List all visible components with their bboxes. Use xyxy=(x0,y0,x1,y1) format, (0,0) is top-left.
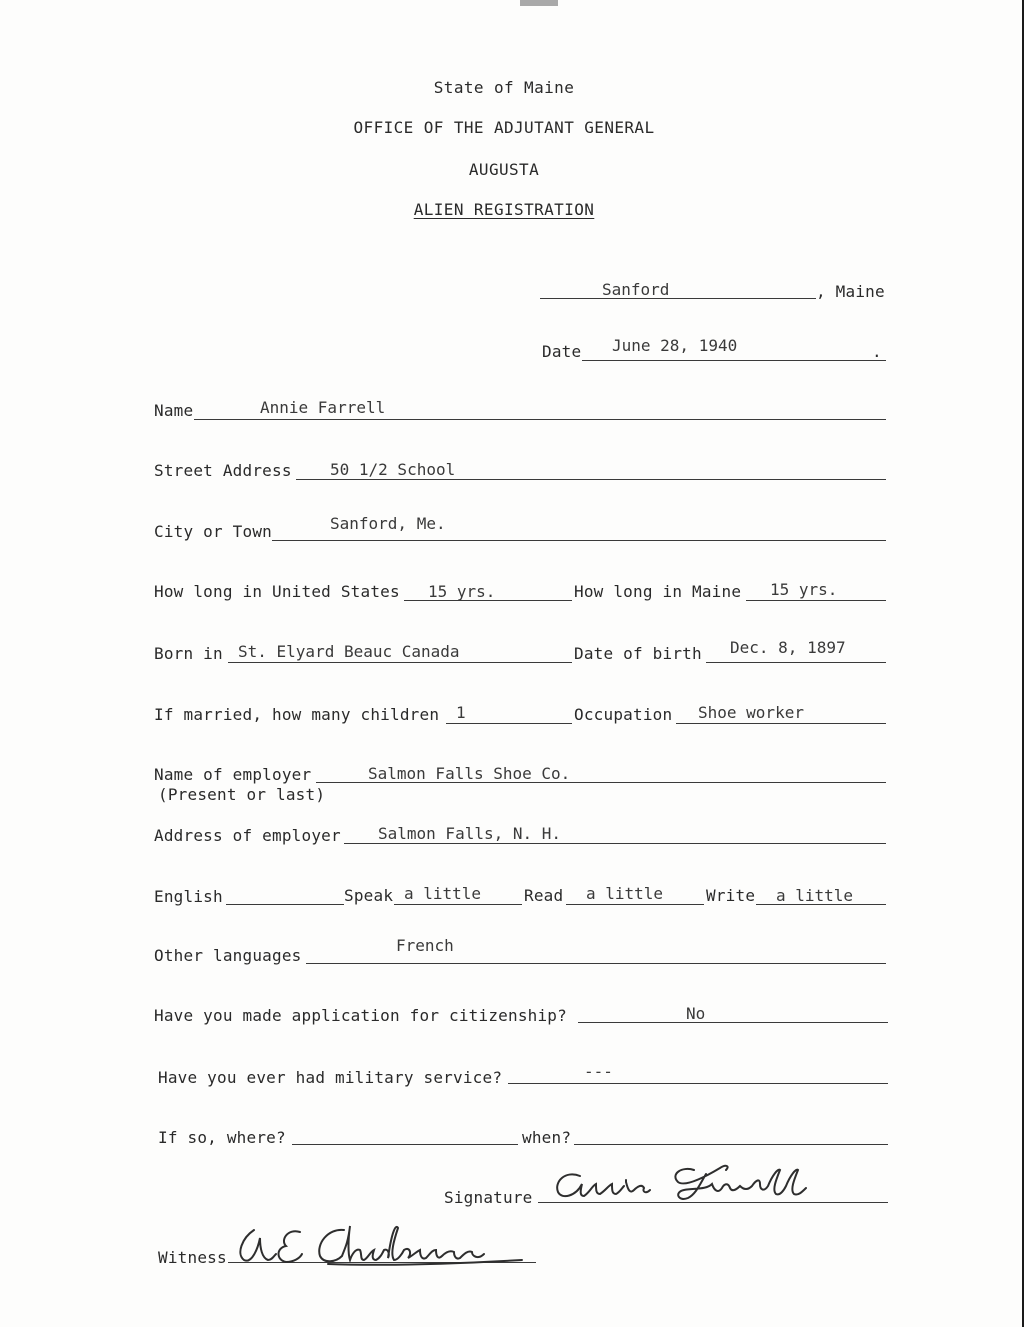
other-lang-value: French xyxy=(396,936,454,955)
witness-label: Witness xyxy=(158,1248,227,1267)
dob-line xyxy=(706,662,886,663)
maine-line xyxy=(746,600,886,601)
speak-line xyxy=(394,904,522,905)
city-label: City or Town xyxy=(154,522,272,541)
city-value: Sanford, Me. xyxy=(330,514,446,533)
write-label: Write xyxy=(706,886,756,905)
where-line xyxy=(292,1144,518,1145)
name-label: Name xyxy=(154,401,194,420)
children-label: If married, how many children xyxy=(154,705,440,724)
signature-label: Signature xyxy=(444,1188,533,1207)
header-city: AUGUSTA xyxy=(468,160,540,179)
citizenship-label: Have you made application for citizenship? xyxy=(154,1006,567,1025)
when-label: when? xyxy=(522,1128,572,1147)
employer-addr-label: Address of employer xyxy=(154,826,341,845)
witness-handwriting xyxy=(232,1220,532,1270)
write-value: a little xyxy=(776,886,854,905)
date-line xyxy=(582,360,886,361)
children-line xyxy=(446,723,572,724)
scan-mark xyxy=(520,0,558,6)
military-value: --- xyxy=(584,1062,613,1081)
header-state: State of Maine xyxy=(433,78,575,97)
english-label: English xyxy=(154,887,223,906)
street-label: Street Address xyxy=(154,461,292,480)
date-end: . xyxy=(872,342,882,361)
occupation-value: Shoe worker xyxy=(698,703,804,722)
dob-label: Date of birth xyxy=(574,644,702,663)
where-label: If so, where? xyxy=(158,1128,286,1147)
read-line xyxy=(566,904,704,905)
place-line xyxy=(540,298,816,299)
born-label: Born in xyxy=(154,644,223,663)
speak-value: a little xyxy=(404,884,482,903)
date-label: Date xyxy=(542,342,582,361)
city-line xyxy=(272,540,886,541)
military-line xyxy=(508,1083,888,1084)
street-value: 50 1/2 School xyxy=(330,460,456,479)
other-lang-line xyxy=(306,963,886,964)
read-value: a little xyxy=(586,884,664,903)
born-line xyxy=(228,662,572,663)
military-label: Have you ever had military service? xyxy=(158,1068,503,1087)
employer-value: Salmon Falls Shoe Co. xyxy=(368,764,571,783)
us-value: 15 yrs. xyxy=(428,582,496,601)
date-value: June 28, 1940 xyxy=(612,336,738,355)
name-line xyxy=(194,419,886,420)
street-line xyxy=(296,479,886,480)
english-line xyxy=(226,904,344,905)
read-label: Read xyxy=(524,886,564,905)
us-label: How long in United States xyxy=(154,582,400,601)
form-title: ALIEN REGISTRATION xyxy=(413,200,595,219)
dob-value: Dec. 8, 1897 xyxy=(730,638,846,657)
employer-sub: (Present or last) xyxy=(158,785,326,804)
speak-label: Speak xyxy=(344,886,394,905)
place-value: Sanford xyxy=(602,280,670,299)
maine-label: How long in Maine xyxy=(574,582,742,601)
employer-label: Name of employer xyxy=(154,765,312,784)
citizenship-value: No xyxy=(686,1004,706,1023)
other-lang-label: Other languages xyxy=(154,946,302,965)
occupation-label: Occupation xyxy=(574,705,673,724)
name-value: Annie Farrell xyxy=(260,398,386,417)
signature-handwriting xyxy=(550,1160,830,1210)
citizenship-line xyxy=(578,1022,888,1023)
place-suffix: , Maine xyxy=(816,282,885,301)
employer-addr-value: Salmon Falls, N. H. xyxy=(378,824,562,843)
when-line xyxy=(574,1144,888,1145)
occupation-line xyxy=(676,723,886,724)
employer-addr-line xyxy=(344,843,886,844)
header-office: OFFICE OF THE ADJUTANT GENERAL xyxy=(353,118,655,137)
maine-value: 15 yrs. xyxy=(770,580,838,599)
children-value: 1 xyxy=(456,703,466,722)
born-value: St. Elyard Beauc Canada xyxy=(238,642,460,661)
